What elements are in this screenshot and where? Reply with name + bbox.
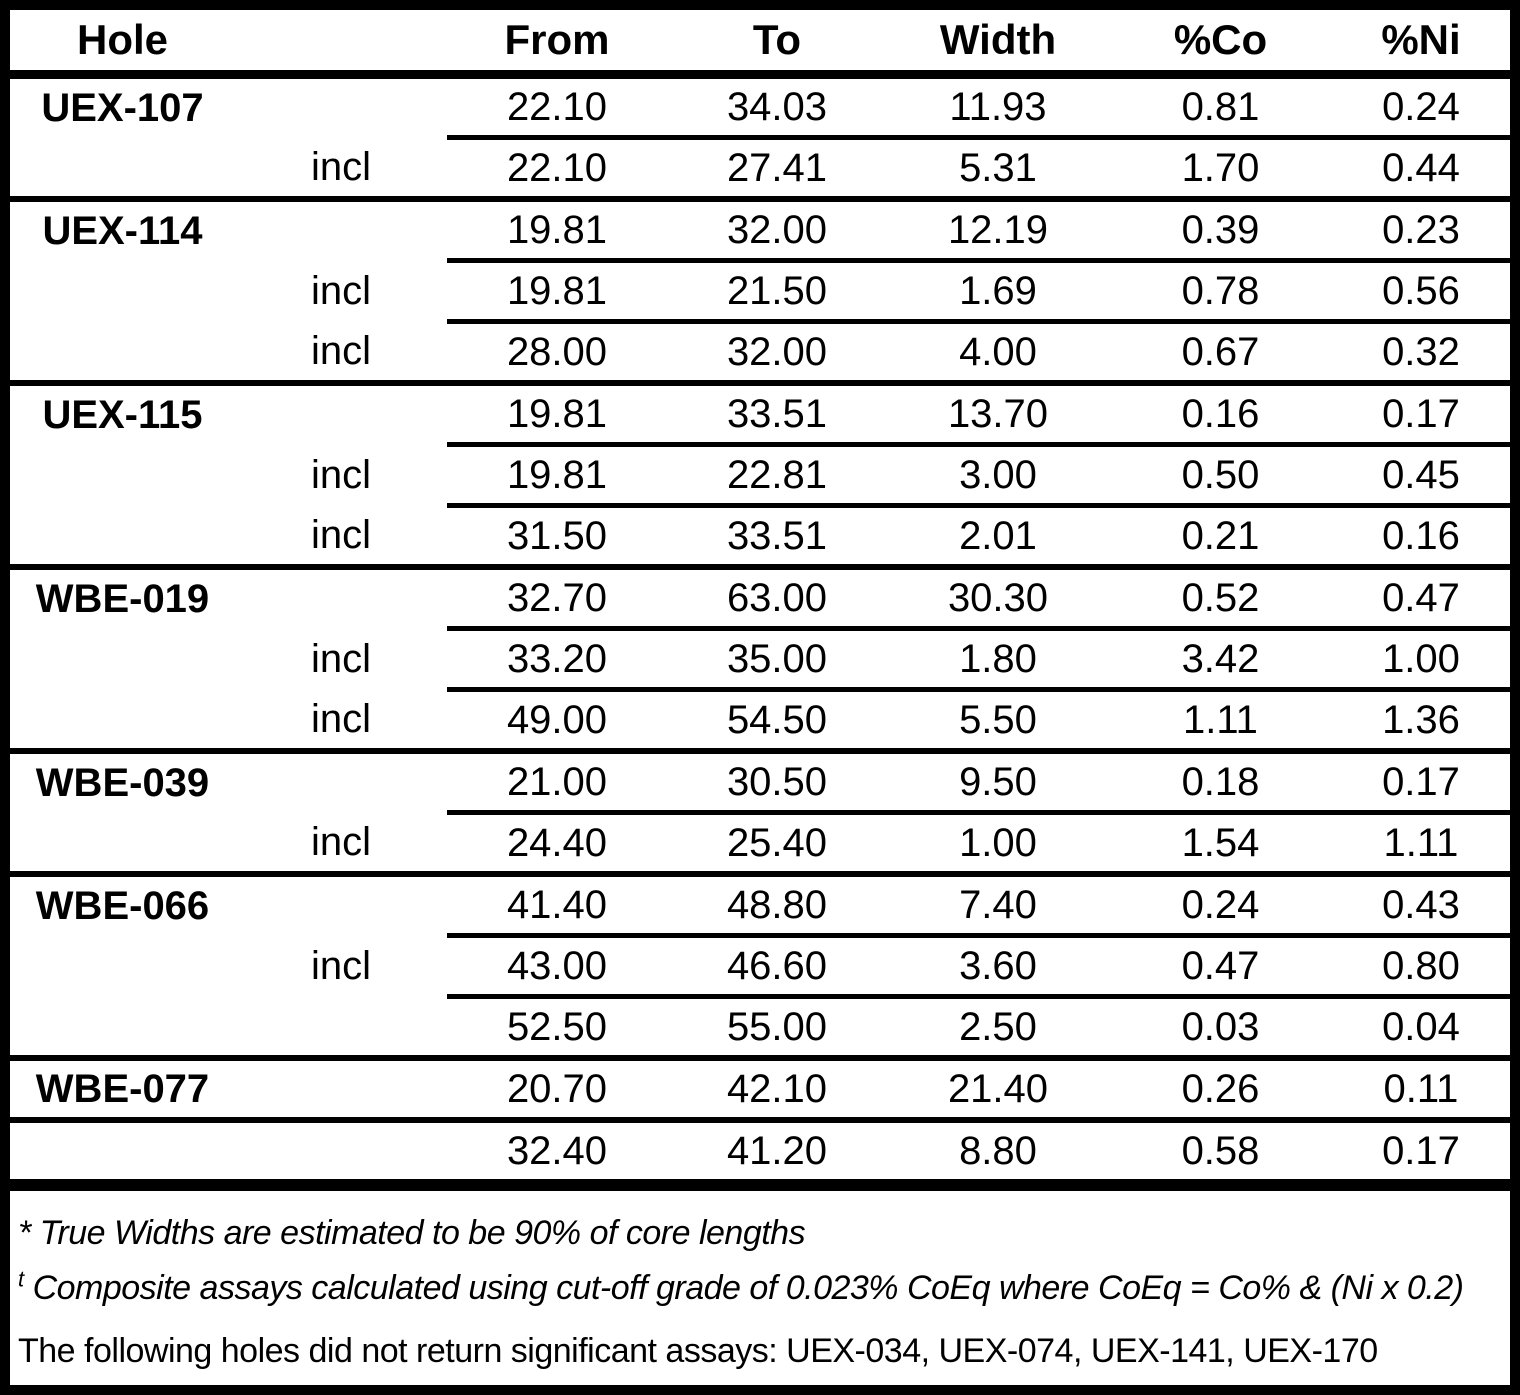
table-row — [10, 1120, 1510, 1179]
header-row — [10, 10, 1510, 75]
co-cell: 0.58 — [1109, 1120, 1332, 1179]
col-header-incl — [235, 10, 447, 75]
to-cell: 63.00 — [667, 567, 887, 629]
incl-cell: incl — [310, 696, 372, 741]
width-cell: 7.40 — [887, 874, 1109, 936]
hole-cell: UEX-115 — [10, 383, 235, 445]
incl-cell: incl — [310, 819, 372, 864]
from-cell: 52.50 — [447, 997, 667, 1059]
co-cell: 0.03 — [1109, 997, 1332, 1059]
from-cell: 19.81 — [447, 261, 667, 322]
hole-cell — [10, 690, 235, 752]
to-cell: 22.81 — [667, 445, 887, 506]
to-cell: 33.51 — [667, 506, 887, 568]
co-cell: 0.50 — [1109, 445, 1332, 506]
width-cell: 3.00 — [887, 445, 1109, 506]
incl-cell — [235, 199, 447, 261]
ni-cell: 0.16 — [1332, 506, 1510, 568]
hole-cell: WBE-077 — [10, 1058, 235, 1120]
co-cell: 0.18 — [1109, 751, 1332, 813]
from-cell: 21.00 — [447, 751, 667, 813]
ni-cell: 0.56 — [1332, 261, 1510, 322]
hole-cell: UEX-107 — [41, 86, 204, 131]
col-header-width: Width — [887, 10, 1109, 75]
ni-cell: 0.80 — [1332, 936, 1510, 997]
footnote-no-assays: The following holes did not return significant assays: UEX-034, UEX-074, UEX-141, UEX-170 — [18, 1332, 1378, 1370]
to-cell: 41.20 — [667, 1120, 887, 1179]
table-row — [10, 567, 1510, 629]
from-cell: 19.81 — [447, 199, 667, 261]
incl-cell: incl — [310, 637, 372, 681]
to-cell: 55.00 — [667, 997, 887, 1059]
co-cell: 0.67 — [1109, 322, 1332, 384]
incl-cell — [235, 874, 447, 936]
hole-cell: WBE-039 — [10, 751, 235, 813]
ni-cell: 0.17 — [1332, 751, 1510, 813]
table-row — [10, 138, 1510, 200]
incl-cell: incl — [310, 144, 372, 189]
to-cell: 21.50 — [667, 261, 887, 322]
col-header-co: %Co — [1109, 10, 1332, 75]
table-row — [10, 506, 1510, 568]
co-cell: 1.54 — [1109, 813, 1332, 875]
ni-cell: 0.04 — [1332, 997, 1510, 1059]
width-cell: 5.50 — [887, 690, 1109, 752]
from-cell: 24.40 — [447, 813, 667, 875]
table-row — [10, 751, 1510, 813]
co-cell: 0.52 — [1109, 567, 1332, 629]
from-cell: 33.20 — [447, 629, 667, 690]
from-cell: 22.10 — [506, 85, 608, 129]
width-cell: 4.00 — [887, 322, 1109, 384]
assay-table — [10, 10, 1510, 1179]
col-header-to: To — [667, 10, 887, 75]
width-cell: 2.50 — [887, 997, 1109, 1059]
hole-cell — [10, 813, 235, 875]
from-cell: 32.70 — [447, 567, 667, 629]
from-cell: 22.10 — [447, 138, 667, 200]
incl-cell: incl — [310, 453, 372, 497]
incl-cell — [235, 1058, 447, 1120]
hole-cell: WBE-019 — [10, 567, 235, 629]
incl-cell: incl — [310, 512, 372, 557]
hole-cell — [10, 506, 235, 568]
table-row — [10, 75, 1510, 138]
width-cell: 1.80 — [887, 629, 1109, 690]
from-cell: 43.00 — [447, 936, 667, 997]
incl-cell — [235, 567, 447, 629]
width-cell: 1.00 — [887, 813, 1109, 875]
hole-cell — [10, 629, 235, 690]
from-cell: 20.70 — [447, 1058, 667, 1120]
width-cell: 2.01 — [887, 506, 1109, 568]
from-cell: 49.00 — [447, 690, 667, 752]
footnote-composite-text: Composite assays calculated using cut-off grade of 0.023% CoEq where CoEq = Co% & (Ni x 0.2) — [32, 1269, 1464, 1307]
table-row — [10, 629, 1510, 690]
incl-cell: incl — [310, 328, 372, 373]
to-cell: 46.60 — [667, 936, 887, 997]
from-cell: 19.81 — [447, 445, 667, 506]
incl-cell — [235, 1120, 447, 1179]
table-row — [10, 936, 1510, 997]
to-cell: 32.00 — [667, 199, 887, 261]
to-cell: 25.40 — [667, 813, 887, 875]
to-cell: 42.10 — [667, 1058, 887, 1120]
width-cell: 9.50 — [887, 751, 1109, 813]
width-cell: 8.80 — [887, 1120, 1109, 1179]
incl-cell: incl — [310, 269, 372, 313]
hole-cell — [10, 322, 235, 384]
to-cell: 32.00 — [667, 322, 887, 384]
table-row — [10, 1058, 1510, 1120]
from-cell: 32.40 — [447, 1120, 667, 1179]
incl-cell: incl — [310, 944, 372, 988]
ni-cell: 0.23 — [1332, 199, 1510, 261]
ni-cell: 0.43 — [1332, 874, 1510, 936]
table-row — [10, 997, 1510, 1059]
table-row — [10, 199, 1510, 261]
width-cell: 1.69 — [887, 261, 1109, 322]
hole-cell — [10, 936, 235, 997]
co-cell: 0.39 — [1109, 199, 1332, 261]
from-cell: 41.40 — [447, 874, 667, 936]
co-cell: 0.26 — [1109, 1058, 1332, 1120]
incl-cell — [235, 751, 447, 813]
to-cell: 30.50 — [667, 751, 887, 813]
from-cell: 31.50 — [447, 506, 667, 568]
hole-cell — [10, 261, 235, 322]
ni-cell: 0.32 — [1332, 322, 1510, 384]
ni-cell: 0.11 — [1332, 1058, 1510, 1120]
ni-cell: 1.36 — [1332, 690, 1510, 752]
width-cell: 13.70 — [887, 383, 1109, 445]
width-cell: 11.93 — [949, 85, 1047, 129]
table-row — [10, 690, 1510, 752]
co-cell: 0.24 — [1109, 874, 1332, 936]
footnote-composite-superscript: t — [18, 1266, 24, 1292]
table-row — [10, 445, 1510, 506]
to-cell: 35.00 — [667, 629, 887, 690]
ni-cell: 0.24 — [1382, 85, 1460, 129]
co-cell: 1.11 — [1109, 690, 1332, 752]
ni-cell: 0.17 — [1332, 1120, 1510, 1179]
co-cell: 1.70 — [1109, 138, 1332, 200]
table-row — [10, 383, 1510, 445]
col-header-hole: Hole — [10, 10, 235, 75]
width-cell: 21.40 — [887, 1058, 1109, 1120]
ni-cell: 0.44 — [1332, 138, 1510, 200]
hole-cell: UEX-114 — [10, 199, 235, 261]
co-cell: 0.47 — [1109, 936, 1332, 997]
table-row — [10, 261, 1510, 322]
table-row — [10, 874, 1510, 936]
footnote-true-widths: * True Widths are estimated to be 90% of core lengths — [18, 1214, 806, 1252]
co-cell: 0.16 — [1109, 383, 1332, 445]
to-cell: 54.50 — [667, 690, 887, 752]
co-cell: 3.42 — [1109, 629, 1332, 690]
co-cell: 0.78 — [1109, 261, 1332, 322]
incl-cell — [235, 75, 447, 138]
footnote-composite — [18, 1266, 1500, 1307]
to-cell: 27.41 — [667, 138, 887, 200]
width-cell: 3.60 — [887, 936, 1109, 997]
co-cell: 0.81 — [1181, 85, 1260, 129]
incl-cell — [235, 997, 447, 1059]
width-cell: 5.31 — [887, 138, 1109, 200]
hole-cell — [10, 997, 235, 1059]
ni-cell: 1.00 — [1332, 629, 1510, 690]
table-row — [10, 322, 1510, 384]
to-cell: 34.03 — [726, 85, 828, 129]
hole-cell — [10, 1120, 235, 1179]
to-cell: 33.51 — [667, 383, 887, 445]
from-cell: 28.00 — [447, 322, 667, 384]
hole-cell — [10, 445, 235, 506]
col-header-from: From — [447, 10, 667, 75]
ni-cell: 0.17 — [1332, 383, 1510, 445]
footnotes-section — [10, 1179, 1510, 1385]
ni-cell: 1.11 — [1332, 813, 1510, 875]
to-cell: 48.80 — [667, 874, 887, 936]
from-cell: 19.81 — [447, 383, 667, 445]
hole-cell — [10, 138, 235, 200]
co-cell: 0.21 — [1109, 506, 1332, 568]
ni-cell: 0.47 — [1332, 567, 1510, 629]
width-cell: 30.30 — [887, 567, 1109, 629]
width-cell: 12.19 — [887, 199, 1109, 261]
col-header-ni: %Ni — [1332, 10, 1510, 75]
incl-cell — [235, 383, 447, 445]
table-row — [10, 813, 1510, 875]
ni-cell: 0.45 — [1332, 445, 1510, 506]
hole-cell: WBE-066 — [10, 874, 235, 936]
